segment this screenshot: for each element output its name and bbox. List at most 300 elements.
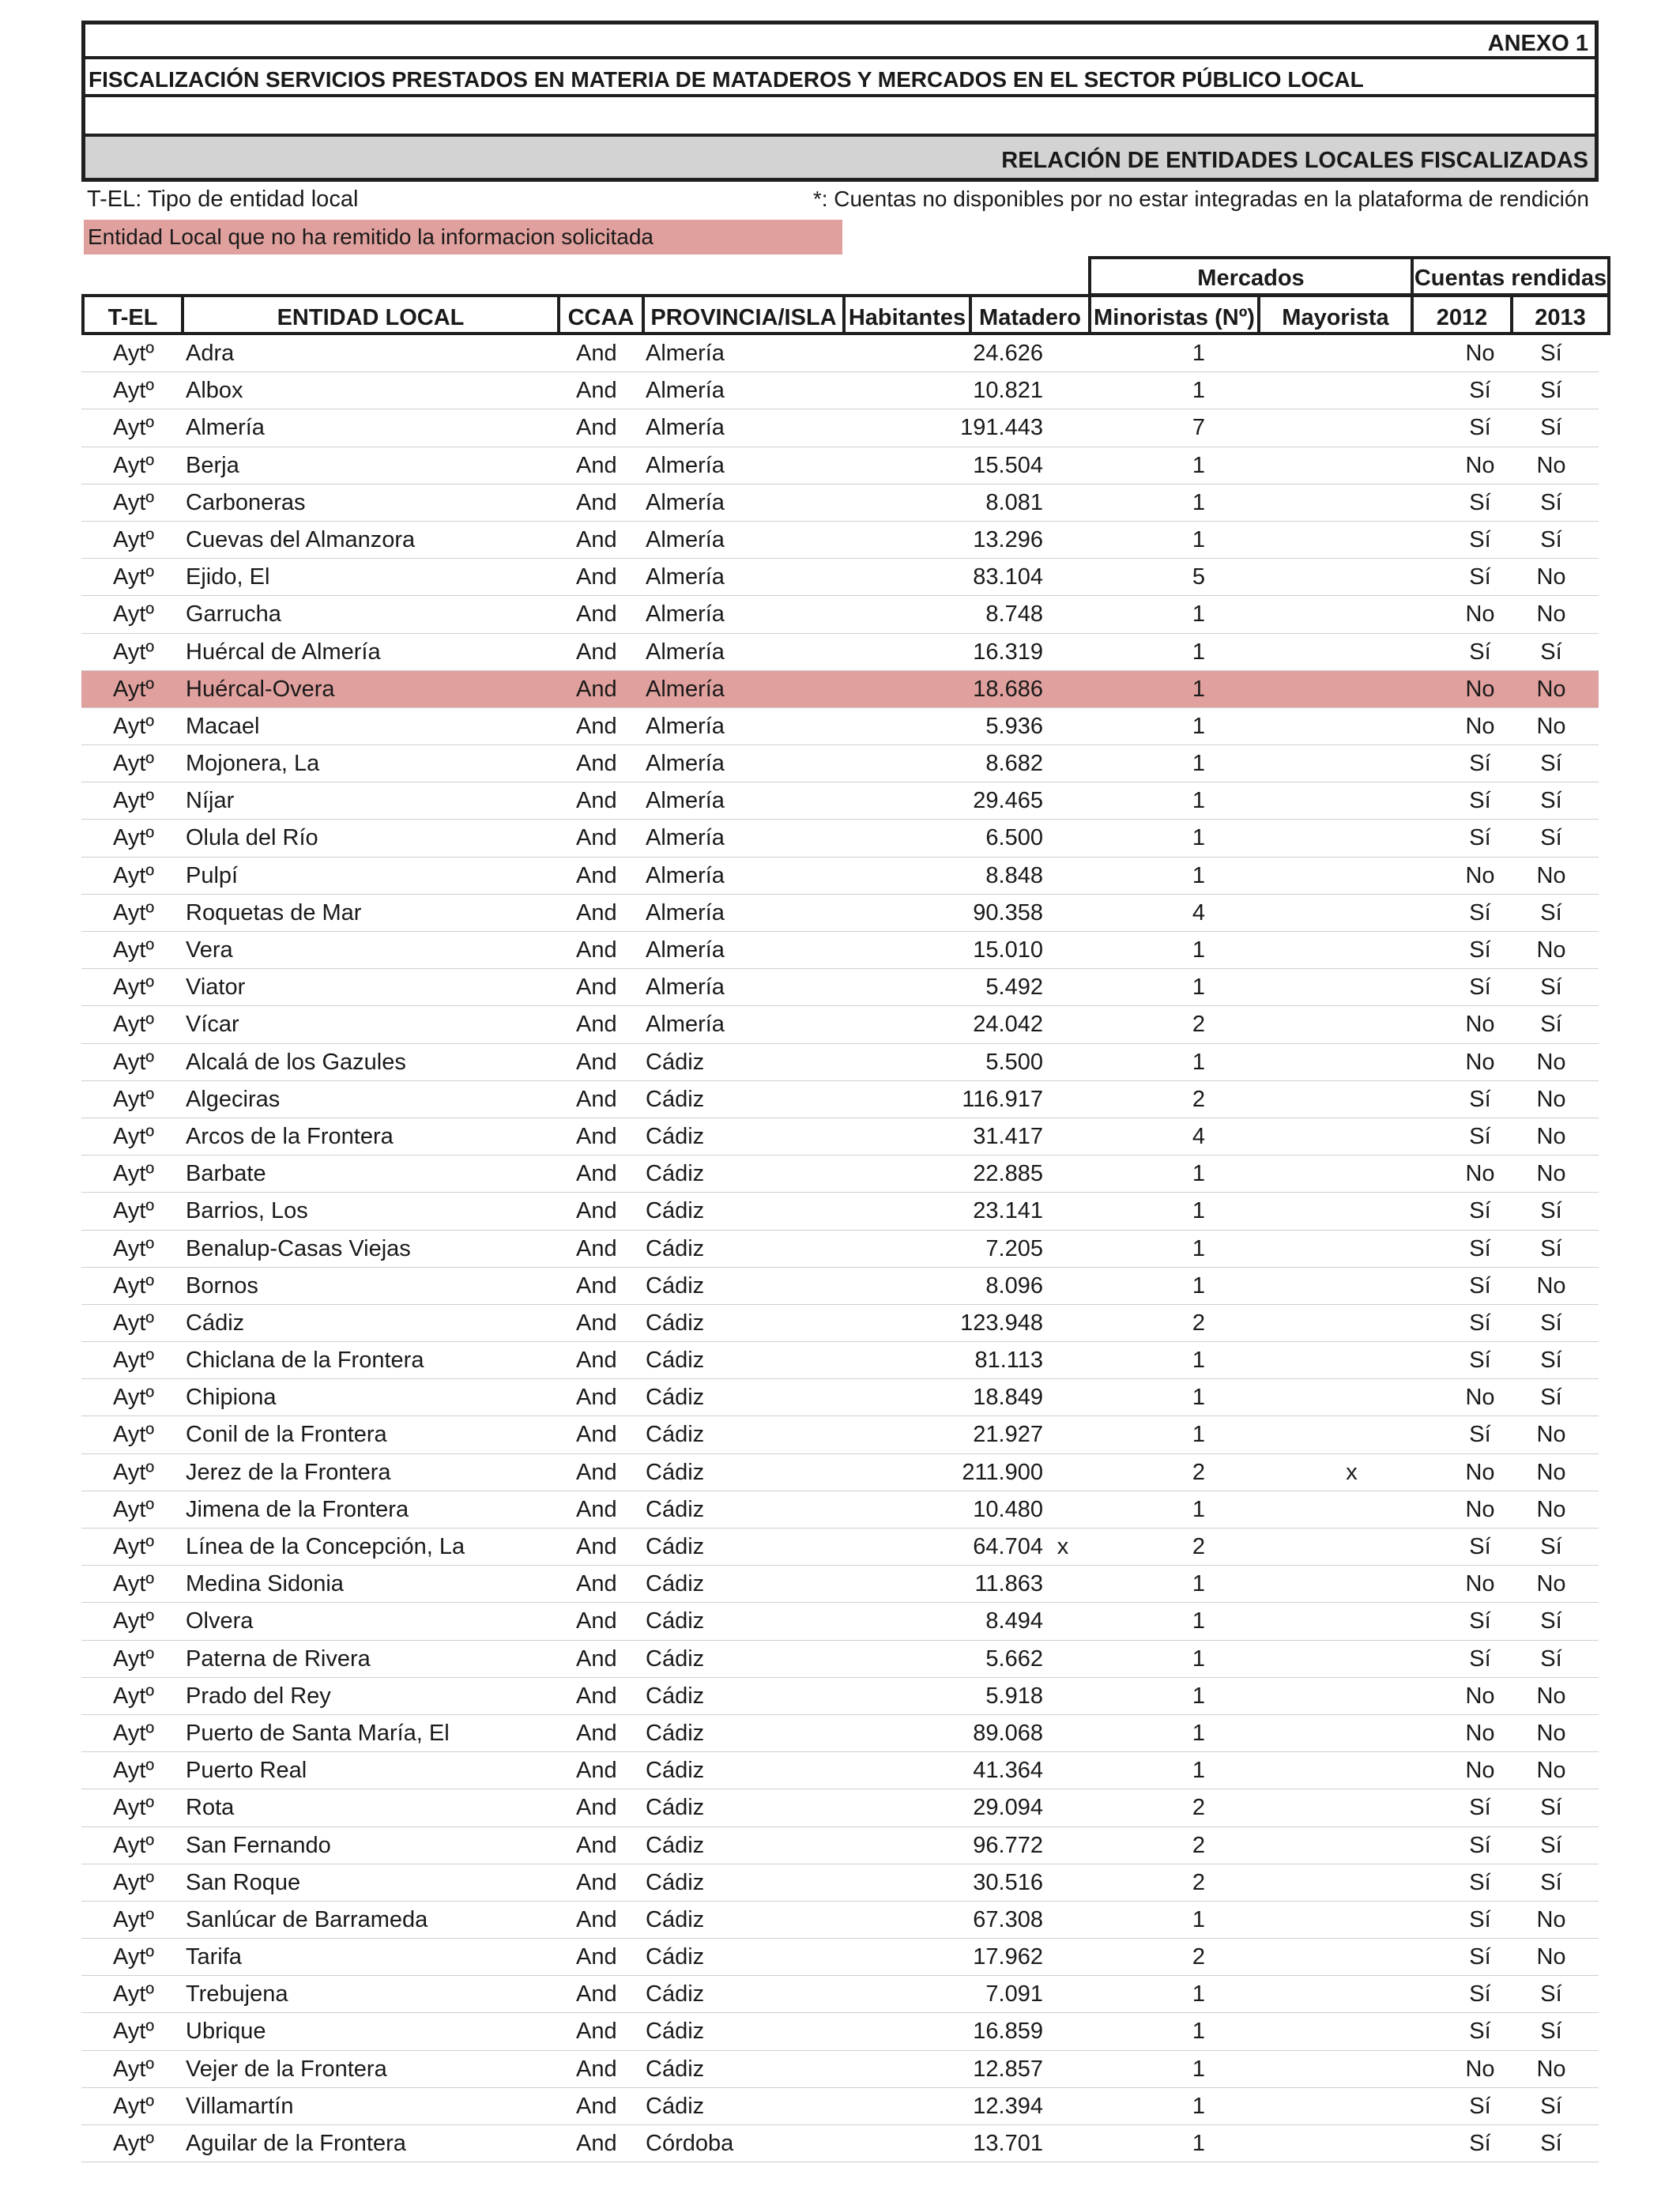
cell-2013: Sí [1540,825,1562,851]
cell-mayorista [1275,484,1429,521]
cell-minoristas: 2 [1192,1832,1206,1858]
cell-2013: No [1536,564,1566,590]
cell-matadero [1016,2088,1109,2124]
table-row [81,671,1599,708]
cell-tel: Aytº [113,2131,154,2156]
col-header-matadero: Matadero [969,294,1091,335]
cell-mayorista [1275,1305,1429,1341]
cell-2013: No [1536,1683,1566,1709]
cell-2013: No [1536,713,1566,739]
cell-entidad: Adra [186,341,235,366]
cell-minoristas: 4 [1192,899,1206,925]
cell-matadero [1016,2051,1109,2087]
table-row [81,1491,1599,1529]
cell-ccaa: And [576,1795,617,1821]
cell-provincia: Almería [646,452,725,478]
cell-ccaa: And [576,862,617,888]
cell-ccaa: And [576,378,617,404]
cell-provincia: Almería [646,788,725,814]
cell-minoristas: 1 [1192,1758,1206,1784]
cell-ccaa: And [576,1720,617,1746]
cell-ccaa: And [576,2093,617,2119]
cell-matadero [1016,522,1109,558]
cell-minoristas: 1 [1192,1981,1206,2007]
cell-ccaa: And [576,1049,617,1075]
cell-provincia: Almería [646,415,725,441]
cell-ccaa: And [576,899,617,925]
cell-habitantes: 96.772 [973,1832,1043,1858]
table-row [81,1529,1599,1566]
cell-tel: Aytº [113,974,154,1001]
cell-provincia: Almería [646,1012,725,1038]
cell-tel: Aytº [113,1161,154,1187]
cell-ccaa: And [576,415,617,441]
cell-mayorista [1275,522,1429,558]
cell-minoristas: 1 [1192,751,1206,777]
cell-minoristas: 7 [1192,415,1206,441]
cell-provincia: Almería [646,862,725,888]
cell-2012: Sí [1469,1422,1491,1448]
cell-entidad: Tarifa [186,1944,242,1970]
cell-entidad: Viator [186,974,246,1001]
cell-2013: Sí [1540,1646,1562,1672]
cell-habitantes: 211.900 [962,1459,1043,1485]
cell-tel: Aytº [113,1534,154,1559]
table-row [81,1118,1599,1155]
cell-mayorista [1275,447,1429,484]
cell-2013: Sí [1540,1235,1562,1261]
cell-matadero [1016,1231,1109,1267]
cell-ccaa: And [576,751,617,777]
cell-entidad: Benalup-Casas Viejas [186,1235,411,1261]
cell-2013: No [1536,1944,1566,1970]
cell-2013: No [1536,676,1566,702]
cell-habitantes: 24.626 [973,341,1043,366]
cell-matadero [1016,372,1109,409]
cell-tel: Aytº [113,1310,154,1336]
cell-2012: No [1465,1683,1495,1709]
cell-ccaa: And [576,1906,617,1932]
table-row [81,1603,1599,1640]
cell-entidad: Sanlúcar de Barrameda [186,1906,428,1932]
cell-mayorista [1275,895,1429,931]
table-row [81,1416,1599,1453]
cell-matadero [1016,1641,1109,1677]
cell-mayorista [1275,1864,1429,1901]
cell-provincia: Cádiz [646,1571,705,1597]
document-title: FISCALIZACIÓN SERVICIOS PRESTADOS EN MATERIA DE MATADEROS Y MERCADOS EN EL SECTOR PÚBLICO LOCAL [85,59,1595,97]
cell-entidad: Arcos de la Frontera [186,1123,394,1149]
cell-2013: No [1536,1758,1566,1784]
cell-habitantes: 16.319 [973,639,1043,665]
table-row [81,1641,1599,1678]
cell-habitantes: 23.141 [973,1198,1043,1224]
cell-ccaa: And [576,564,617,590]
cell-ccaa: And [576,1422,617,1448]
cell-habitantes: 10.821 [973,378,1043,404]
cell-mayorista [1275,969,1429,1005]
cell-minoristas: 2 [1192,1869,1206,1895]
table-row [81,895,1599,932]
cell-mayorista [1275,1752,1429,1789]
cell-2013: Sí [1540,974,1562,1001]
col-header-entidad: ENTIDAD LOCAL [181,294,560,335]
cell-2013: Sí [1540,1012,1562,1038]
cell-habitantes: 8.748 [985,601,1043,628]
cell-2013: Sí [1540,1310,1562,1336]
cell-2012: Sí [1469,1906,1491,1932]
cell-entidad: Conil de la Frontera [186,1422,387,1448]
cell-matadero [1016,2125,1109,2162]
cell-2013: No [1536,1496,1566,1522]
col-header-tel: T-EL [81,294,184,335]
cell-2013: No [1536,1272,1566,1299]
cell-provincia: Cádiz [646,1795,705,1821]
cell-provincia: Cádiz [646,1683,705,1709]
cell-mayorista [1275,1044,1429,1080]
cell-minoristas: 1 [1192,1235,1206,1261]
cell-ccaa: And [576,1235,617,1261]
cell-2012: Sí [1469,1123,1491,1149]
table-row [81,484,1599,522]
cell-habitantes: 29.465 [973,788,1043,814]
cell-ccaa: And [576,1944,617,1970]
cell-habitantes: 22.885 [973,1161,1043,1187]
cell-2012: No [1465,601,1495,628]
cell-2013: Sí [1540,1348,1562,1374]
cell-tel: Aytº [113,1198,154,1224]
cell-ccaa: And [576,1012,617,1038]
table-row [81,634,1599,671]
cell-minoristas: 5 [1192,564,1206,590]
cell-mayorista [1275,932,1429,968]
cell-ccaa: And [576,341,617,366]
table-row [81,1342,1599,1379]
cell-matadero [1016,634,1109,670]
cell-entidad: Trebujena [186,1981,288,2007]
cell-2013: No [1536,1049,1566,1075]
cell-habitantes: 5.918 [985,1683,1043,1709]
table-row [81,1305,1599,1342]
table-row [81,2013,1599,2050]
table-row [81,2051,1599,2088]
cell-matadero [1016,1939,1109,1975]
cell-matadero [1016,447,1109,484]
cell-provincia: Cádiz [646,2019,705,2045]
cell-2012: No [1465,341,1495,366]
cell-entidad: Puerto de Santa María, El [186,1720,450,1746]
cell-2013: No [1536,1459,1566,1485]
col-header-provincia: PROVINCIA/ISLA [642,294,846,335]
cell-mayorista [1275,1566,1429,1602]
cell-mayorista [1275,858,1429,894]
table-row [81,447,1599,484]
cell-provincia: Cádiz [646,1758,705,1784]
cell-matadero [1016,671,1109,707]
cell-mayorista [1275,2125,1429,2162]
cell-2013: Sí [1540,1869,1562,1895]
table-row [81,1006,1599,1043]
cell-ccaa: And [576,1348,617,1374]
cell-mayorista [1275,1193,1429,1229]
cell-habitantes: 41.364 [973,1758,1043,1784]
cell-minoristas: 1 [1192,639,1206,665]
cell-habitantes: 8.081 [985,489,1043,515]
cell-habitantes: 11.863 [974,1571,1043,1597]
cell-habitantes: 16.859 [973,2019,1043,2045]
cell-habitantes: 10.480 [973,1496,1043,1522]
cell-ccaa: And [576,1571,617,1597]
cell-habitantes: 8.096 [985,1272,1043,1299]
cell-provincia: Almería [646,378,725,404]
cell-tel: Aytº [113,825,154,851]
cell-mayorista [1275,820,1429,856]
cell-mayorista [1275,634,1429,670]
col-header-ccaa: CCAA [557,294,645,335]
cell-tel: Aytº [113,751,154,777]
cell-tel: Aytº [113,1758,154,1784]
cell-2013: No [1536,937,1566,963]
cell-ccaa: And [576,974,617,1001]
cell-tel: Aytº [113,1981,154,2007]
section-title: RELACIÓN DE ENTIDADES LOCALES FISCALIZADAS [85,137,1595,178]
cell-ccaa: And [576,1310,617,1336]
cell-habitantes: 7.091 [985,1981,1043,2007]
cell-mayorista [1275,745,1429,782]
cell-tel: Aytº [113,2019,154,2045]
cell-ccaa: And [576,1832,617,1858]
col-header-2013: 2013 [1510,294,1610,335]
cell-entidad: Jimena de la Frontera [186,1496,409,1522]
table-row [81,782,1599,820]
cell-2013: Sí [1540,526,1562,552]
cell-mayorista [1275,1231,1429,1267]
cell-2013: Sí [1540,1608,1562,1634]
cell-provincia: Almería [646,751,725,777]
table-row [81,1789,1599,1826]
cell-entidad: Pulpí [186,862,239,888]
cell-2012: Sí [1469,2093,1491,2119]
cell-entidad: Roquetas de Mar [186,899,362,925]
cell-matadero [1016,1006,1109,1042]
cell-2013: No [1536,1086,1566,1112]
cell-matadero [1016,895,1109,931]
cell-2012: Sí [1469,415,1491,441]
cell-minoristas: 1 [1192,341,1206,366]
cell-provincia: Cádiz [646,1981,705,2007]
cell-mayorista [1275,596,1429,632]
cell-minoristas: 2 [1192,1795,1206,1821]
cell-2012: No [1465,1758,1495,1784]
cell-tel: Aytº [113,1869,154,1895]
cell-2013: Sí [1540,1534,1562,1559]
cell-provincia: Cádiz [646,1310,705,1336]
cell-provincia: Cádiz [646,1832,705,1858]
cell-provincia: Cádiz [646,1646,705,1672]
cell-ccaa: And [576,713,617,739]
cell-minoristas: 1 [1192,825,1206,851]
cell-matadero [1016,409,1109,446]
col-header-mayorista: Mayorista [1257,294,1414,335]
cell-2013: Sí [1540,1795,1562,1821]
cell-matadero [1016,820,1109,856]
cell-ccaa: And [576,1683,617,1709]
cell-2013: No [1536,452,1566,478]
cell-2012: Sí [1469,1272,1491,1299]
cell-2012: Sí [1469,1534,1491,1559]
cell-ccaa: And [576,1086,617,1112]
cell-provincia: Cádiz [646,1534,705,1559]
cell-provincia: Cádiz [646,1086,705,1112]
cell-matadero [1016,1902,1109,1938]
cell-minoristas: 1 [1192,1161,1206,1187]
cell-entidad: Alcalá de los Gazules [186,1049,406,1075]
cell-ccaa: And [576,676,617,702]
cell-tel: Aytº [113,1571,154,1597]
cell-2012: No [1465,1496,1495,1522]
col-header-2012: 2012 [1411,294,1513,335]
cell-ccaa: And [576,1123,617,1149]
cell-habitantes: 31.417 [973,1123,1043,1149]
cell-2013: Sí [1540,1385,1562,1411]
cell-mayorista [1275,335,1429,371]
cell-mayorista [1275,1379,1429,1416]
cell-entidad: Ubrique [186,2019,266,2045]
cell-2013: Sí [1540,2131,1562,2156]
cell-2013: Sí [1540,788,1562,814]
annex-label: ANEXO 1 [85,25,1595,59]
cell-habitantes: 5.936 [985,713,1043,739]
cell-entidad: Línea de la Concepción, La [186,1534,465,1559]
cell-entidad: Berja [186,452,239,478]
cell-matadero: x [1057,1534,1069,1559]
cell-matadero [1016,969,1109,1005]
cell-tel: Aytº [113,1459,154,1485]
cell-2012: Sí [1469,2019,1491,2045]
col-header-habitantes: Habitantes [842,294,972,335]
cell-mayorista [1275,1827,1429,1864]
cell-provincia: Almería [646,825,725,851]
cell-habitantes: 5.492 [985,974,1043,1001]
table-row [81,1827,1599,1864]
table-row [81,1566,1599,1603]
cell-tel: Aytº [113,862,154,888]
cell-2012: Sí [1469,1832,1491,1858]
table-row [81,1081,1599,1118]
header-box [81,21,1599,182]
cell-tel: Aytº [113,526,154,552]
cell-2012: Sí [1469,1235,1491,1261]
cell-tel: Aytº [113,788,154,814]
cell-2013: No [1536,1720,1566,1746]
cell-entidad: Ejido, El [186,564,270,590]
cell-mayorista [1275,1006,1429,1042]
cell-habitantes: 89.068 [973,1720,1043,1746]
cell-entidad: Níjar [186,788,235,814]
cell-2013: No [1536,862,1566,888]
cell-mayorista [1275,782,1429,819]
cell-minoristas: 1 [1192,2093,1206,2119]
cell-entidad: Cuevas del Almanzora [186,526,416,552]
cell-habitantes: 21.927 [973,1422,1043,1448]
cell-tel: Aytº [113,1646,154,1672]
cell-matadero [1016,1976,1109,2012]
cell-habitantes: 12.857 [973,2056,1043,2082]
cell-minoristas: 2 [1192,1534,1206,1559]
cell-habitantes: 64.704 [973,1534,1043,1559]
cell-minoristas: 1 [1192,1646,1206,1672]
cell-mayorista [1275,1939,1429,1975]
cell-mayorista [1275,1268,1429,1304]
cell-tel: Aytº [113,2093,154,2119]
cell-matadero [1016,1044,1109,1080]
cell-2012: Sí [1469,1608,1491,1634]
table-row [81,1044,1599,1081]
cell-provincia: Cádiz [646,1272,705,1299]
cell-2013: No [1536,2056,1566,2082]
table-row [81,1939,1599,1976]
table-row [81,372,1599,409]
cell-matadero [1016,1566,1109,1602]
cell-2012: Sí [1469,1198,1491,1224]
cell-habitantes: 30.516 [973,1869,1043,1895]
cell-minoristas: 1 [1192,489,1206,515]
cell-entidad: San Fernando [186,1832,331,1858]
cell-mayorista [1275,559,1429,595]
cell-provincia: Almería [646,713,725,739]
cell-habitantes: 8.682 [985,751,1043,777]
cell-mayorista: x [1346,1459,1358,1485]
cell-tel: Aytº [113,1795,154,1821]
cell-provincia: Cádiz [646,1123,705,1149]
cell-minoristas: 1 [1192,713,1206,739]
cell-minoristas: 1 [1192,1198,1206,1224]
legend-cuentas-note: *: Cuentas no disponibles por no estar integradas en la plataforma de rendición [812,187,1589,211]
cell-ccaa: And [576,1758,617,1784]
cell-provincia: Cádiz [646,1608,705,1634]
table-row [81,1454,1599,1491]
cell-entidad: Macael [186,713,260,739]
cell-entidad: Chipiona [186,1385,277,1411]
cell-minoristas: 1 [1192,1683,1206,1709]
cell-entidad: Barbate [186,1161,266,1187]
cell-mayorista [1275,1715,1429,1751]
cell-2013: Sí [1540,899,1562,925]
cell-matadero [1016,1827,1109,1864]
cell-mayorista [1275,372,1429,409]
cell-2012: Sí [1469,489,1491,515]
cell-minoristas: 1 [1192,1720,1206,1746]
cell-minoristas: 2 [1192,1459,1206,1485]
table-row [81,409,1599,447]
cell-ccaa: And [576,1385,617,1411]
cell-entidad: San Roque [186,1869,301,1895]
cell-mayorista [1275,1641,1429,1677]
table-row [81,1193,1599,1230]
cell-2013: Sí [1540,751,1562,777]
cell-tel: Aytº [113,1385,154,1411]
cell-habitantes: 116.917 [962,1086,1043,1112]
cell-ccaa: And [576,2019,617,2045]
cell-minoristas: 1 [1192,2019,1206,2045]
cell-entidad: Vícar [186,1012,239,1038]
table-row [81,2125,1599,2162]
cell-provincia: Almería [646,564,725,590]
cell-habitantes: 18.686 [973,676,1043,702]
cell-2013: No [1536,1422,1566,1448]
cell-habitantes: 15.010 [973,937,1043,963]
cell-ccaa: And [576,1161,617,1187]
